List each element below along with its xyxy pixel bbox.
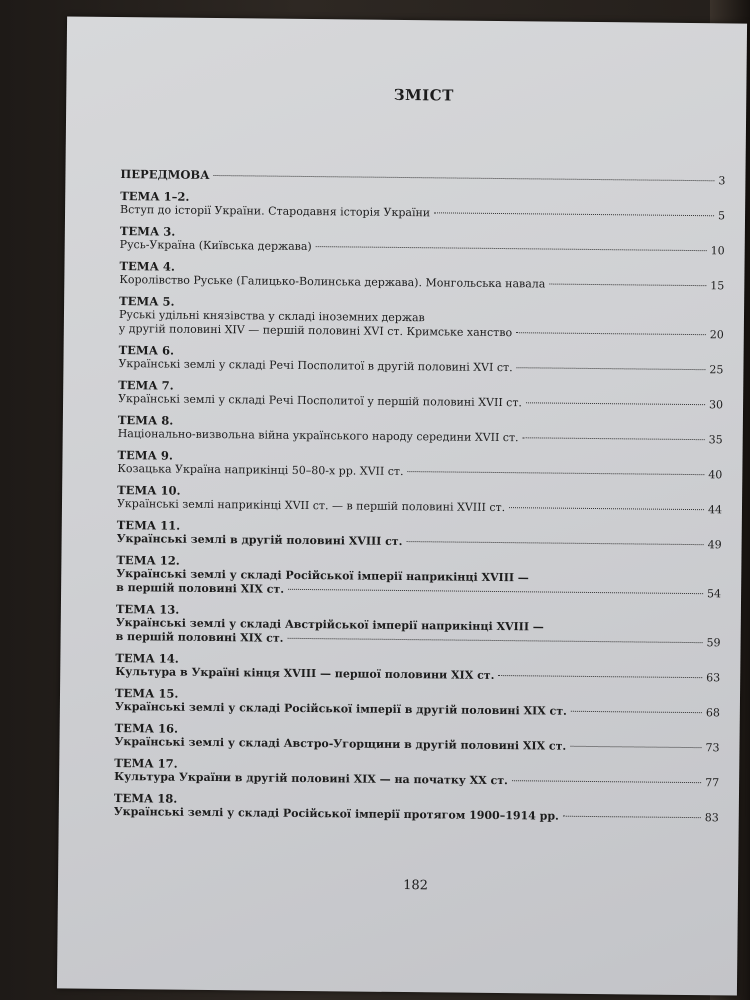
- page-number: 77: [705, 776, 720, 790]
- topic-label: ТЕМА 15.: [114, 686, 179, 701]
- page-number: 63: [706, 671, 721, 685]
- table-of-contents: [114, 167, 726, 832]
- topic-label: ТЕМА 5.: [119, 294, 175, 309]
- topic-label: ТЕМА 16.: [114, 721, 179, 736]
- folio-number: 182: [403, 878, 429, 894]
- dot-leader: [571, 711, 702, 713]
- topic-title: Русь-Україна (Київська держава): [119, 238, 312, 254]
- toc-entry: [120, 189, 725, 223]
- page-number: 40: [708, 468, 723, 482]
- dot-leader: [526, 402, 705, 405]
- toc-entry: [114, 756, 719, 790]
- page-number: 73: [705, 741, 720, 755]
- book-page: [57, 16, 747, 995]
- topic-title: у другій половині XIV — першій половині XVI ст. Кримське ханство: [118, 322, 513, 340]
- page-number: 30: [709, 398, 724, 412]
- topic-label: ТЕМА 7.: [118, 378, 174, 393]
- topic-title: Українські землі у складі Австрійської імперії наприкінці XVIII —: [115, 616, 544, 634]
- toc-entry-preface: [120, 167, 725, 188]
- dot-leader: [406, 541, 703, 545]
- topic-label: ТЕМА 13.: [115, 602, 180, 617]
- dot-leader: [549, 284, 706, 287]
- page-number: 49: [707, 538, 722, 552]
- dot-leader: [316, 246, 707, 251]
- toc-entry: [115, 651, 720, 685]
- dot-leader: [570, 746, 701, 748]
- toc-entry: [114, 721, 719, 755]
- topic-label: ТЕМА 4.: [119, 259, 176, 274]
- dot-leader: [523, 437, 705, 440]
- topic-label: ТЕМА 10.: [117, 483, 181, 498]
- dot-leader: [516, 332, 706, 335]
- topic-label: ТЕМА 8.: [117, 413, 174, 428]
- toc-entry: [120, 224, 725, 258]
- page-number: 44: [707, 503, 723, 517]
- toc-entry: [118, 378, 723, 412]
- toc-line: [120, 167, 725, 188]
- page-number: 5: [717, 209, 726, 223]
- page-number: 83: [704, 811, 719, 825]
- topic-title: Українські землі наприкінці XVII ст. — в першій половині XVIII ст.: [116, 497, 506, 515]
- topic-title: Руські удільні князівства у складі іноземних держав: [118, 308, 425, 325]
- toc-entry: [117, 518, 722, 552]
- dot-leader: [214, 175, 715, 181]
- topic-title: Козацька Україна наприкінці 50–80-х рр. XVII ст.: [117, 462, 404, 479]
- toc-entry: [117, 483, 722, 517]
- toc-entry: [114, 791, 719, 825]
- topic-title: в першій половині XIX ст.: [116, 581, 285, 596]
- dot-leader: [288, 638, 703, 643]
- topic-title: Українські землі у складі Російської імперії протягом 1900–1914 рр.: [113, 804, 559, 823]
- dot-leader: [407, 471, 704, 475]
- topic-label: ТЕМА 3.: [119, 224, 176, 239]
- toc-entry: [118, 343, 723, 377]
- topic-title: Українські землі у складі Російської імперії в другій половині XIX ст.: [114, 700, 567, 718]
- topic-title: Національно-визвольна війна українського народу середини XVII ст.: [117, 427, 519, 445]
- topic-label: ТЕМА 1–2.: [120, 189, 190, 204]
- preface-label: ПЕРЕДМОВА: [120, 167, 210, 182]
- topic-title: Українські землі у складі Російської імперії наприкінці XVIII —: [116, 567, 529, 585]
- topic-label: ТЕМА 17.: [114, 756, 178, 771]
- page-number: 59: [706, 636, 721, 650]
- topic-title: в першій половині XIX ст.: [115, 630, 284, 645]
- page-number: 3: [718, 174, 726, 188]
- page-number: 20: [709, 328, 724, 342]
- toc-entry: [119, 259, 724, 293]
- topic-label: ТЕМА 18.: [113, 790, 178, 806]
- topic-title: Культура в Україні кінця XVIII — першої половини XIX ст.: [115, 665, 495, 682]
- topic-title: Українські землі у складі Австро-Угорщини в другій половині XIX ст.: [114, 735, 567, 753]
- page-number: 25: [709, 363, 724, 377]
- toc-entry: [117, 448, 722, 482]
- topic-title: Українські землі у складі Речі Посполитої в другій половині XVI ст.: [118, 357, 513, 375]
- page-title: ЗМІСТ: [393, 85, 454, 105]
- topic-title: Українські землі у складі Речі Посполитої у першій половині XVII ст.: [118, 392, 523, 410]
- dot-leader: [509, 507, 704, 510]
- toc-entry: [116, 553, 721, 601]
- page-number: 68: [705, 706, 720, 720]
- topic-title: Українські землі в другій половині XVIII ст.: [116, 532, 403, 549]
- dot-leader: [498, 675, 702, 678]
- topic-title: Вступ до історії України. Стародавня історія України: [120, 203, 431, 220]
- page-number: 54: [707, 587, 722, 601]
- dot-leader: [517, 367, 706, 370]
- page-number: 10: [710, 244, 725, 258]
- toc-entries: [114, 189, 726, 825]
- topic-label: ТЕМА 9.: [117, 448, 174, 463]
- topic-title: Культура України в другій половині XIX — на початку XX ст.: [114, 770, 508, 788]
- topic-label: ТЕМА 12.: [116, 553, 180, 568]
- dot-leader: [434, 212, 714, 216]
- topic-label: ТЕМА 14.: [115, 651, 179, 666]
- dot-leader: [563, 816, 701, 818]
- page-number: 15: [710, 279, 725, 293]
- page-number: 35: [708, 433, 723, 447]
- dot-leader: [512, 780, 701, 783]
- topic-title: Королівство Руське (Галицько-Волинська держава). Монгольська навала: [119, 273, 546, 291]
- topic-label: ТЕМА 11.: [116, 518, 181, 533]
- toc-entry: [115, 686, 720, 720]
- toc-entry: [118, 413, 723, 447]
- toc-entry: [116, 602, 721, 650]
- topic-label: ТЕМА 6.: [118, 343, 175, 358]
- toc-entry: [119, 294, 724, 342]
- page-content: [113, 17, 727, 894]
- dot-leader: [288, 589, 703, 594]
